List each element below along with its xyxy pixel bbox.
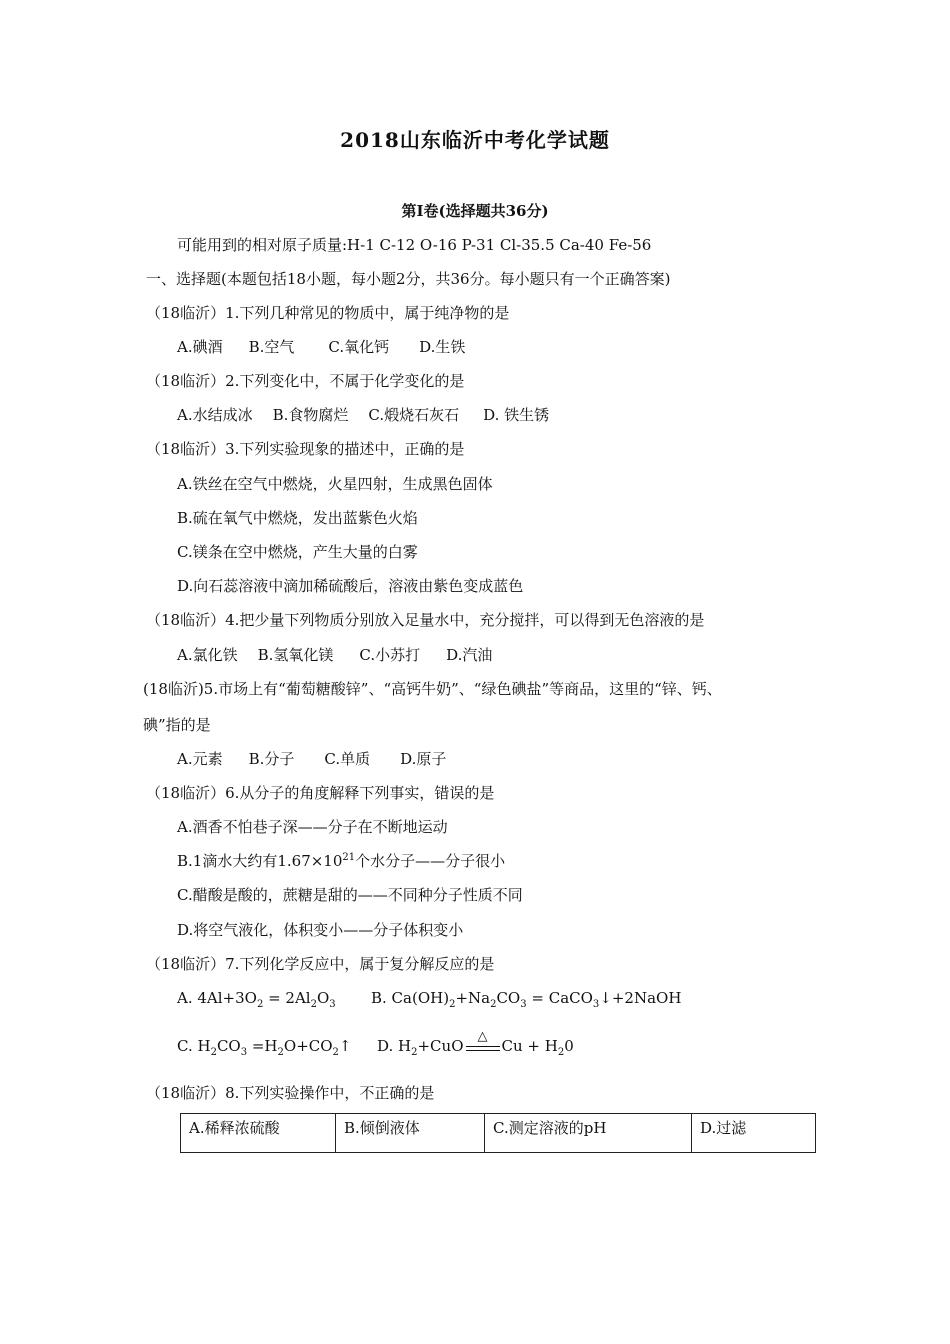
option-c: C.煅烧石灰石 — [368, 406, 460, 424]
table-row — [181, 1114, 816, 1153]
question-7-stem: （18临沂）7.下列化学反应中，属于复分解反应的是 — [146, 955, 495, 973]
question-4-stem: （18临沂）4.把少量下列物质分别放入足量水中，充分搅拌，可以得到无色溶液的是 — [146, 611, 705, 629]
page-title: 2018山东临沂中考化学试题 — [340, 128, 610, 152]
question-7-option-c: C. $H_2CO_3$ $=H_2O+CO_2↑$ — [177, 1037, 352, 1058]
table-cell: B.倾倒液体 — [336, 1114, 485, 1153]
section-heading: 第I卷(选择题共36分) — [401, 202, 549, 220]
question-3-stem: （18临沂）3.下列实验现象的描述中，正确的是 — [146, 440, 465, 458]
option-b: B.氢氧化镁 — [257, 646, 334, 664]
question-5-stem-line2: 碘”指的是 — [143, 716, 211, 734]
question-3-option-c: C.镁条在空中燃烧，产生大量的白雾 — [177, 543, 418, 561]
question-3-option-d: D.向石蕊溶液中滴加稀硫酸后，溶液由紫色变成蓝色 — [177, 577, 524, 595]
option-c: C.氧化钙 — [328, 338, 390, 356]
option-c: C.单质 — [324, 750, 371, 768]
question-3-option-b: B.硫在氧气中燃烧，发出蓝紫色火焰 — [177, 509, 418, 527]
option-d: D.汽油 — [446, 646, 493, 664]
option-b: B.空气 — [248, 338, 295, 356]
option-d: D.生铁 — [419, 338, 466, 356]
option-b: B.分子 — [248, 750, 295, 768]
question-6-option-c: C.醋酸是酸的，蔗糖是甜的——不同种分子性质不同 — [177, 886, 523, 904]
question-4-options — [177, 645, 492, 665]
question-5-stem-line1: (18临沂)5.市场上有“葡萄糖酸锌”、“高钙牛奶”、“绿色碘盐”等商品，这里的“锌、钙、 — [143, 680, 722, 698]
atomic-masses: 可能用到的相对原子质量:H-1 C-12 O-16 P-31 Cl-35.5 Ca-40 Fe-56 — [177, 236, 652, 254]
question-8-stem: （18临沂）8.下列实验操作中，不正确的是 — [146, 1084, 435, 1102]
table-cell: C.测定溶液的pH — [485, 1114, 692, 1153]
question-6-option-d: D.将空气液化，体积变小——分子体积变小 — [177, 921, 464, 939]
option-b: B.食物腐烂 — [272, 406, 349, 424]
question-2-options — [177, 405, 549, 425]
question-1-options — [177, 337, 465, 357]
option-d: D. 铁生锈 — [483, 406, 550, 424]
heating-condition-sign: △ — [464, 1037, 502, 1057]
option-c: C.小苏打 — [359, 646, 421, 664]
table-cell: D.过滤 — [692, 1114, 816, 1153]
option-a: A.水结成冰 — [177, 406, 253, 424]
option-a: A.碘酒 — [177, 338, 223, 356]
option-d: D.原子 — [400, 750, 447, 768]
table-cell: A.稀释浓硫酸 — [181, 1114, 336, 1153]
question-6-stem: （18临沂）6.从分子的角度解释下列事实，错误的是 — [146, 784, 495, 802]
option-a: A.氯化铁 — [177, 646, 238, 664]
question-7-option-a: A. $4Al+3O_2 = 2Al_2O_3$ — [177, 989, 336, 1010]
question-7-option-d: D. $H_2+CuO$ △ $Cu + H_20$ — [377, 1029, 574, 1058]
question-6-option-a: A.酒香不怕巷子深——分子在不断地运动 — [177, 818, 448, 836]
question-8-table — [180, 1113, 816, 1153]
question-5-options — [177, 749, 446, 769]
part-heading: 一、选择题(本题包括18小题，每小题2分，共36分。每小题只有一个正确答案) — [146, 270, 671, 288]
question-3-option-a: A.铁丝在空气中燃烧，火星四射，生成黑色固体 — [177, 475, 493, 493]
option-a: A.元素 — [177, 750, 223, 768]
question-6-option-b: B.1滴水大约有$1.67\times 10^{21}$个水分子——分子很小 — [177, 852, 506, 870]
question-1-stem: （18临沂）1.下列几种常见的物质中，属于纯净物的是 — [146, 304, 510, 322]
question-7-option-b: B. $Ca(OH)_2+Na_2CO_3$ = CaCO$_3$↓+2NaOH — [371, 989, 682, 1010]
question-2-stem: （18临沂）2.下列变化中，不属于化学变化的是 — [146, 372, 465, 390]
